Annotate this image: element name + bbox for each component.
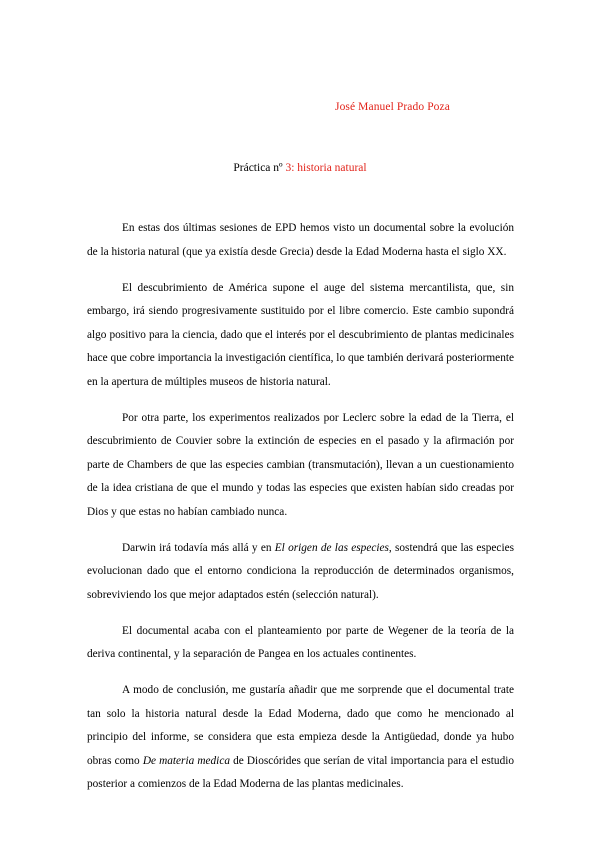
paragraph-text: El documental acaba con el planteamiento por parte de Wegener de la teoría de la deriva continental, y la separación de Pangea en los actuales continentes. xyxy=(87,624,514,660)
author-name: José Manuel Prado Poza xyxy=(335,101,450,113)
paragraph-experiments xyxy=(87,407,514,525)
paragraph-text-after: , sostendrá que las especies evolucionan dado que el entorno condiciona la reproducción de determinados organismos, sobreviviendo los que mejor adaptados estén (selección natural). xyxy=(87,541,514,601)
page-title xyxy=(0,162,600,174)
paragraph-intro xyxy=(87,217,514,264)
document-body xyxy=(87,217,514,809)
book-title-de-materia-medica: De materia medica xyxy=(142,754,230,767)
paragraph-text-before: Darwin irá todavía más allá y en xyxy=(122,541,275,554)
title-highlight: 3: historia natural xyxy=(285,162,367,174)
paragraph-text: El descubrimiento de América supone el auge del sistema mercantilista, que, sin embargo, irá siendo progresivamente sustituido por el libre comercio. Este cambio supondrá algo positivo para la ciencia, dado que el interés por el descubrimiento de plantas medicinales hace que cobre importancia la investigación científica, lo que también derivará posteriormente en la apertura de múltiples museos de historia natural. xyxy=(87,281,514,388)
paragraph-text: En estas dos últimas sesiones de EPD hemos visto un documental sobre la evolución de la historia natural (que ya existía desde Grecia) desde la Edad Moderna hasta el siglo XX. xyxy=(87,222,514,258)
book-title-origin-of-species: El origen de las especies xyxy=(274,541,389,554)
paragraph-wegener xyxy=(87,620,514,667)
title-prefix: Práctica nº xyxy=(233,162,286,174)
paragraph-text-after: de Dioscórides que serían de vital importancia para el estudio posterior a comienzos de la Edad Moderna de las plantas medicinales. xyxy=(87,754,515,790)
paragraph-america xyxy=(87,277,514,395)
paragraph-text-before: A modo de conclusión, me gustaría añadir que me sorprende que el documental trate tan solo la historia natural desde la Edad Moderna, dado que como he mencionado al principio del informe, se considera que esta empieza desde la Antigüedad, donde ya hubo obras como xyxy=(87,684,514,767)
paragraph-text: Por otra parte, los experimentos realizados por Leclerc sobre la edad de la Tierra, el descubrimiento de Couvier sobre la extinción de especies en el pasado y la afirmación por parte de Chambers de que las especies cambian (transmutación), llevan a un cuestionamiento de la idea cristiana de que el mundo y todas las especies que existen habían sido creadas por Dios y que estas no habían cambiado nunca. xyxy=(87,411,514,518)
paragraph-darwin xyxy=(87,537,514,608)
paragraph-conclusion xyxy=(87,679,514,797)
